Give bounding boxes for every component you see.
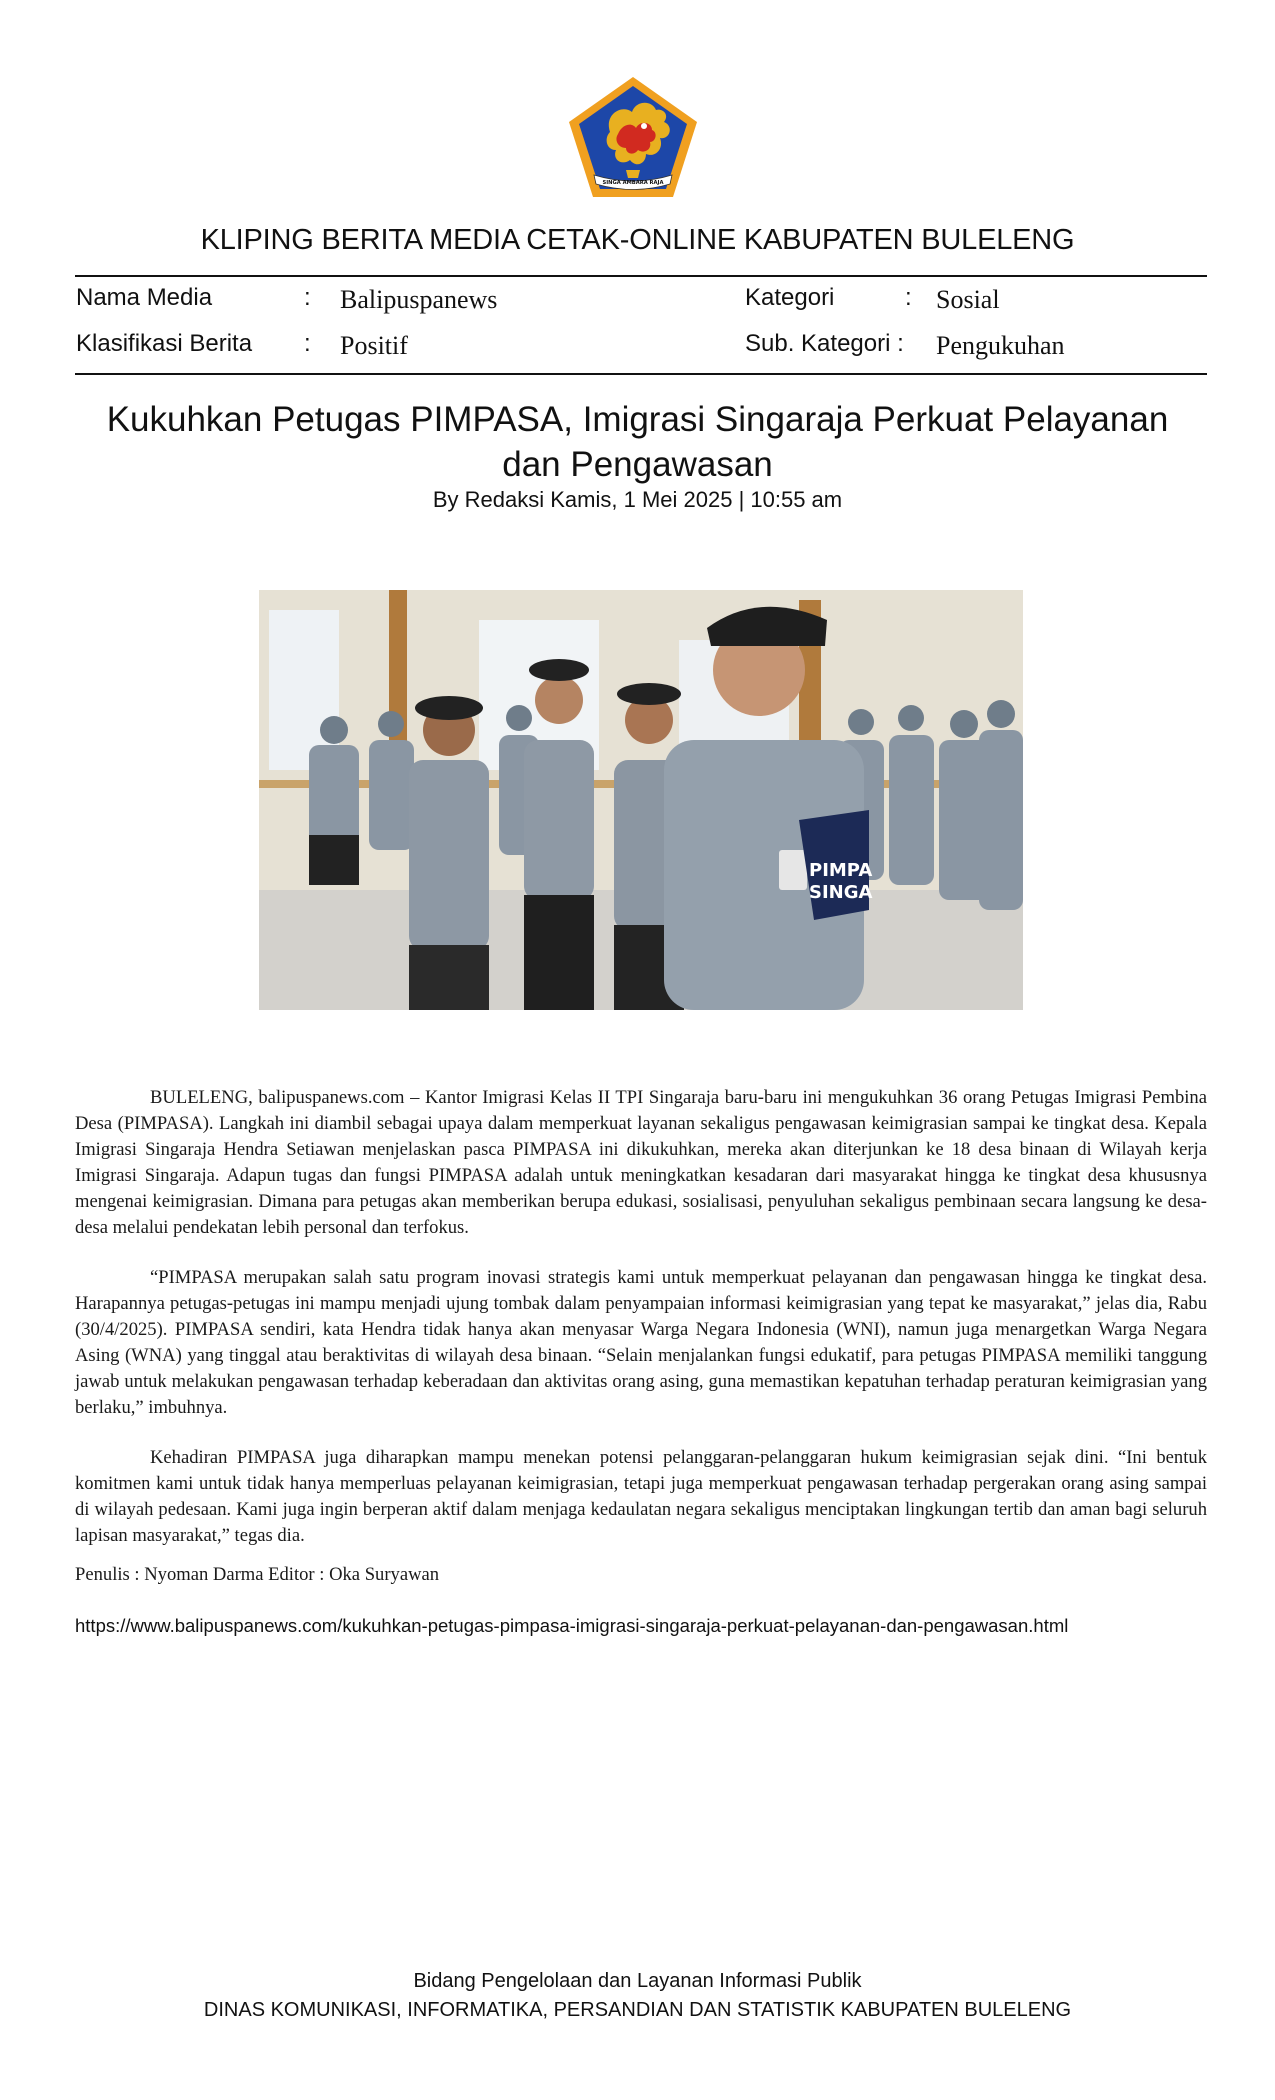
nama-media-label: Nama Media — [76, 284, 213, 311]
article-title: Kukuhkan Petugas PIMPASA, Imigrasi Singaraja Perkuat Pelayanan dan Pengawasan — [106, 400, 1169, 484]
photo-badge-line1: PIMPA — [809, 860, 873, 881]
article-paragraph-1: BULELENG, balipuspanews.com – Kantor Imigrasi Kelas II TPI Singaraja baru-baru ini mengukuhkan 36 orang Petugas Imigrasi Pembina Desa (PIMPASA). Langkah ini diambil sebagai upaya dalam memperkuat layanan sekaligus pengawasan keimigrasian sampai ke tingkat desa. Kepala Imigrasi Singaraja Hendra Setiawan menjelaskan pasca PIMPASA ini dikukuhkan, mereka akan diterjunkan ke 18 desa binaan di Wilayah kerja Imigrasi Singaraja. Adapun tugas dan fungsi PIMPASA adalah untuk meningkatkan kesadaran dari masyarakat hingga ke tingkat desa khususnya mengenai keimigrasian. Dimana para petugas akan memberikan berupa edukasi, sosialisasi, penyuluhan sekaligus pembinaan secara langsung ke desa-desa melalui pendekatan lebih personal dan terfokus. — [75, 1087, 1207, 1238]
article-photo — [259, 590, 1023, 1010]
header-divider-bottom — [75, 373, 1207, 375]
klasifikasi-label: Klasifikasi Berita — [76, 330, 253, 357]
photo-badge-line2: SINGA — [809, 882, 873, 903]
sub-kategori-value: Pengukuhan — [936, 331, 1065, 360]
header-divider-top — [75, 275, 1207, 277]
sub-kategori-label: Sub. Kategori : — [745, 330, 904, 357]
nama-media-value: Balipuspanews — [340, 285, 498, 314]
source-url-link[interactable]: https://www.balipuspanews.com/kukuhkan-petugas-pimpasa-imigrasi-singaraja-perkuat-pelayanan-dan-pengawasan.html — [75, 1615, 1069, 1636]
kliping-header-title: KLIPING BERITA MEDIA CETAK-ONLINE KABUPATEN BULELENG — [200, 224, 1075, 256]
kategori-colon: : — [905, 284, 912, 311]
article-paragraph-2: “PIMPASA merupakan salah satu program inovasi strategis kami untuk memperkuat pelayanan dan pengawasan hingga ke tingkat desa. Harapannya petugas-petugas ini mampu menjadi ujung tombak dalam penyampaian informasi keimigrasian yang tepat ke masyarakat,” jelas dia, Rabu (30/4/2025). PIMPASA sendiri, kata Hendra tidak hanya akan menyasar Warga Negara Indonesia (WNI), namun juga menargetkan Warga Negara Asing (WNA) yang tinggal atau beraktivitas di wilayah desa binaan. “Selain menjalankan fungsi edukatif, para petugas PIMPASA memiliki tanggung jawab untuk melakukan pengawasan terhadap keberadaan dan aktivitas orang asing, guna memastikan kepatuhan terhadap peraturan keimigrasian yang berlaku,” imbuhnya. — [75, 1267, 1207, 1418]
article-paragraph-3: Kehadiran PIMPASA juga diharapkan mampu menekan potensi pelanggaran-pelanggaran hukum keimigrasian sejak dini. “Ini bentuk komitmen kami untuk tidak hanya memperluas pelayanan keimigrasian, tetapi juga memperkuat pengawasan terhadap pergerakan orang asing sampai di wilayah pedesaan. Kami juga ingin berperan aktif dalam menjaga kedaulatan negara sekaligus menciptakan lingkungan tertib dan aman bagi seluruh lapisan masyarakat,” tegas dia. — [75, 1447, 1207, 1546]
kategori-label: Kategori — [745, 284, 835, 311]
klasifikasi-colon: : — [304, 330, 311, 357]
buleleng-emblem-icon — [566, 74, 700, 200]
article-credits: Penulis : Nyoman Darma Editor : Oka Suryawan — [75, 1564, 440, 1585]
klasifikasi-value: Positif — [340, 331, 408, 360]
footer-agency: DINAS KOMUNIKASI, INFORMATIKA, PERSANDIAN DAN STATISTIK KABUPATEN BULELENG — [203, 1999, 1072, 2021]
article-body — [75, 1085, 1207, 1573]
kategori-value: Sosial — [936, 285, 1000, 314]
svg-text:SINGA AMBARA RAJA: SINGA AMBARA RAJA — [602, 180, 664, 186]
footer-division: Bidang Pengelolaan dan Layanan Informasi Publik — [413, 1970, 862, 1992]
nama-media-colon: : — [304, 284, 311, 311]
article-byline: By Redaksi Kamis, 1 Mei 2025 | 10:55 am — [432, 487, 843, 512]
